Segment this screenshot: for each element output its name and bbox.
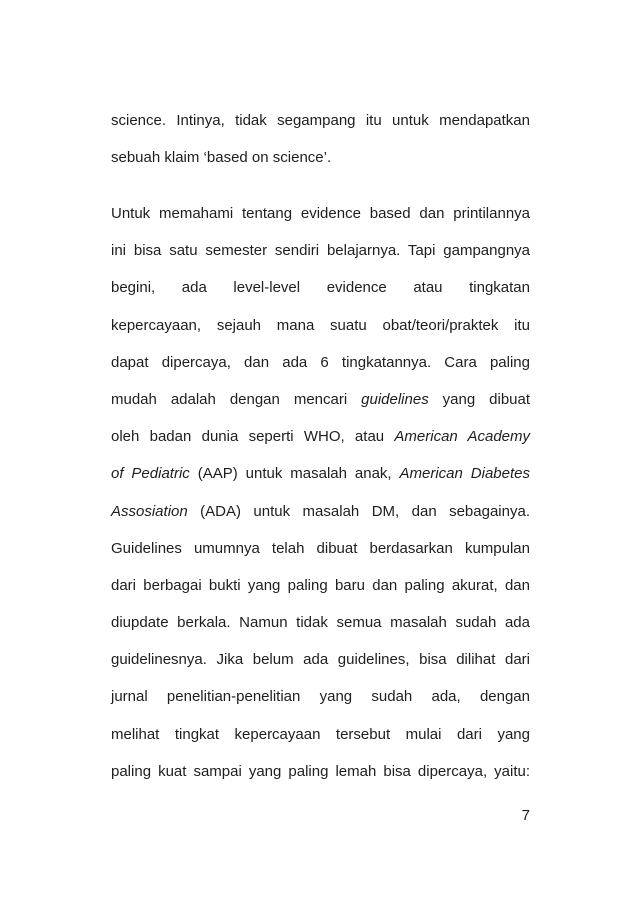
italic-term: American Diabetes <box>399 465 530 483</box>
text-run: (AAP) untuk masalah anak, <box>189 465 400 483</box>
italic-term: American Academy <box>394 428 530 446</box>
text-line <box>111 493 530 530</box>
text-line: paling kuat sampai yang paling lemah bisa dipercaya, yaitu: <box>111 762 530 780</box>
text-line <box>111 455 530 492</box>
text-line: dapat dipercaya, dan ada 6 tingkatannya. Cara paling <box>111 353 530 371</box>
text-line: diupdate berkala. Namun tidak semua masalah sudah ada <box>111 614 530 632</box>
text-run: yang dibuat <box>428 390 531 408</box>
text-line: ini bisa satu semester sendiri belajarnya. Tapi gampangnya <box>111 242 530 260</box>
italic-term: guidelines <box>361 390 429 408</box>
text-line: Guidelines umumnya telah dibuat berdasarkan kumpulan <box>111 539 530 557</box>
text-line: kepercayaan, sejauh mana suatu obat/teori/praktek itu <box>111 316 530 334</box>
italic-term: Assosiation <box>111 502 188 520</box>
text-line <box>111 381 530 418</box>
text-line: Untuk memahami tentang evidence based dan printilannya <box>111 205 530 222</box>
paragraph-2 <box>111 195 530 790</box>
paragraph-1 <box>111 102 530 176</box>
text-line: science. Intinya, tidak segampang itu untuk mendapatkan <box>111 112 530 129</box>
text-line: jurnal penelitian-penelitian yang sudah ada, dengan <box>111 688 530 706</box>
text-run: mudah adalah dengan mencari <box>111 390 362 408</box>
page-number: 7 <box>521 807 530 824</box>
text-line <box>111 418 530 455</box>
text-run: oleh badan dunia seperti WHO, atau <box>111 428 395 446</box>
text-line: guidelinesnya. Jika belum ada guidelines, bisa dilihat dari <box>111 651 530 669</box>
text-line: sebuah klaim ‘based on science’. <box>111 149 332 167</box>
italic-term: of Pediatric <box>111 465 190 483</box>
text-line: dari berbagai bukti yang paling baru dan paling akurat, dan <box>111 576 530 594</box>
text-line: melihat tingkat kepercayaan tersebut mulai dari yang <box>111 725 530 743</box>
text-line: begini, ada level-level evidence atau tingkatan <box>111 279 530 297</box>
text-run: (ADA) untuk masalah DM, dan sebagainya. <box>187 502 530 520</box>
